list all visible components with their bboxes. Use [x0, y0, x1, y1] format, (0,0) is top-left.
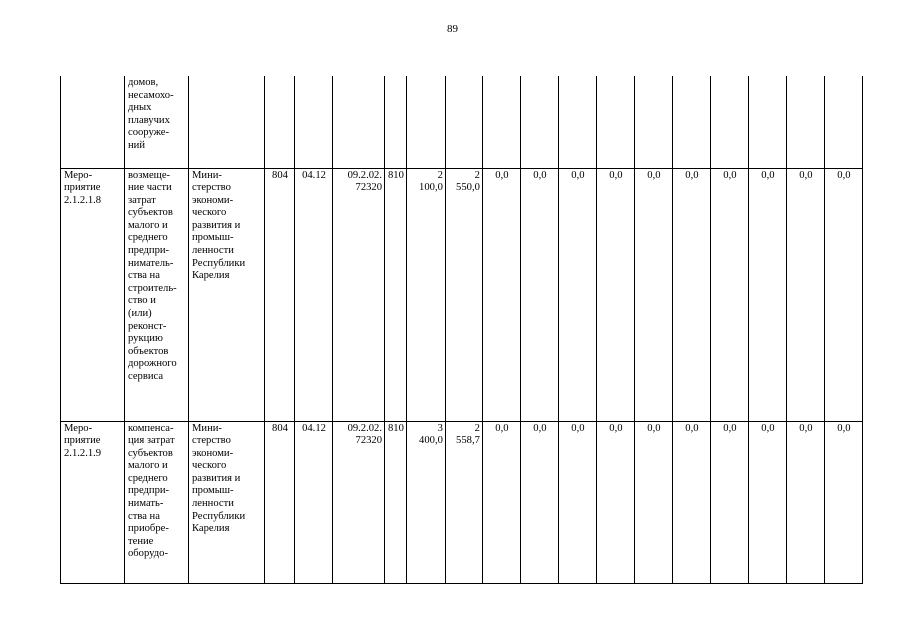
value-cell [786, 76, 824, 168]
name-cell-line: домов, [128, 77, 159, 88]
executor-cell-line: промыш- [192, 232, 234, 244]
value-cell [672, 76, 710, 168]
measure-cell-line: приятие [64, 435, 101, 447]
value-cell: 0,0 [520, 168, 558, 421]
rzpr-cell: 04.12 [295, 421, 333, 583]
value-cell [482, 76, 520, 168]
name-cell-line: реконст- [128, 320, 167, 332]
value-1-cell-line: 100,0 [419, 182, 443, 194]
executor-cell-line: Республики [192, 510, 246, 522]
name-cell-line: ние части [128, 182, 172, 194]
csr-cell [333, 421, 385, 583]
name-cell [125, 76, 189, 168]
budget-table [60, 76, 863, 584]
name-cell-line: приобре- [128, 523, 169, 535]
executor-cell-line: ленности [192, 498, 234, 510]
name-cell-line: плавучих [128, 114, 170, 126]
value-cell: 0,0 [672, 168, 710, 421]
name-cell-line: дорожного [128, 358, 177, 370]
name-cell-line: тение [128, 535, 154, 547]
executor-cell [189, 421, 265, 583]
grbs-cell: 804 [265, 168, 295, 421]
name-cell-line: оборудо- [128, 548, 168, 560]
name-cell-line: малого и [128, 219, 168, 231]
value-cell: 0,0 [596, 168, 634, 421]
value-cell: 0,0 [558, 421, 596, 583]
executor-cell-line: промыш- [192, 485, 234, 497]
value-2-cell [445, 421, 482, 583]
name-cell-line: предпри- [128, 245, 170, 257]
name-cell-line: дных [128, 102, 152, 114]
name-cell-line: ниматель- [128, 257, 174, 269]
executor-cell-line: стерство [192, 435, 231, 447]
executor-cell [189, 76, 265, 168]
executor-cell-line: Мини- [192, 422, 222, 434]
measure-cell-line: Меро- [64, 169, 93, 181]
value-cell: 0,0 [824, 421, 862, 583]
executor-cell-line: Карелия [192, 270, 230, 282]
name-cell [125, 168, 189, 421]
executor-cell-line: Республики [192, 257, 246, 269]
executor-cell-line: Мини- [192, 169, 222, 181]
name-cell-line: среднего [128, 472, 168, 484]
executor-cell-line: стерство [192, 182, 231, 194]
name-cell-line: сервиса [128, 371, 164, 382]
name-cell-line: рукцию [128, 333, 163, 345]
measure-cell-line: 2.1.2.1.8 [64, 194, 102, 206]
value-2-cell-line: 550,0 [456, 182, 480, 194]
name-cell-line: ства на [128, 510, 160, 522]
csr-cell [333, 168, 385, 421]
value-cell: 0,0 [520, 421, 558, 583]
page-number: 89 [447, 23, 458, 35]
measure-cell-line: Меро- [64, 422, 93, 434]
csr-cell [333, 76, 385, 168]
name-cell-line: субъектов [128, 207, 173, 219]
measure-cell [61, 421, 125, 583]
value-1-cell [406, 76, 445, 168]
vr-cell [385, 76, 407, 168]
executor-cell-line: ленности [192, 245, 234, 257]
value-2-cell-line: 2 [474, 422, 480, 434]
name-cell-line: ства на [128, 270, 160, 282]
executor-cell [189, 168, 265, 421]
executor-cell-line: Карелия [192, 523, 230, 535]
executor-cell-line: ческого [192, 207, 227, 219]
csr-cell-line: 09.2.02. [347, 422, 382, 434]
value-cell [596, 76, 634, 168]
name-cell-line: ний [128, 139, 146, 151]
value-cell: 0,0 [634, 421, 672, 583]
table-row-measure-2-1-2-1-9 [61, 421, 863, 583]
name-cell-line: возмеще- [128, 169, 171, 181]
rzpr-cell [295, 76, 333, 168]
value-1-cell-line: 3 [437, 422, 443, 434]
value-cell [748, 76, 786, 168]
value-cell: 0,0 [748, 168, 786, 421]
value-cell [824, 76, 862, 168]
name-cell-line: предпри- [128, 485, 170, 497]
value-1-cell [406, 421, 445, 583]
name-cell-line: несамохо- [128, 89, 174, 101]
name-cell-line: строитель- [128, 282, 177, 294]
name-cell-line: нимать- [128, 498, 164, 510]
executor-cell-line: экономи- [192, 194, 234, 206]
value-1-cell-line: 2 [437, 169, 443, 181]
grbs-cell [265, 76, 295, 168]
value-2-cell-line: 558,7 [456, 435, 480, 447]
name-cell-line: компенса- [128, 422, 174, 434]
value-cell: 0,0 [710, 168, 748, 421]
vr-cell: 810 [385, 421, 407, 583]
measure-cell-line: приятие [64, 182, 101, 194]
value-cell: 0,0 [786, 168, 824, 421]
name-cell-line: (или) [128, 308, 152, 320]
value-2-cell-line: 2 [474, 169, 480, 181]
value-cell: 0,0 [824, 168, 862, 421]
name-cell-line: субъектов [128, 447, 173, 459]
vr-cell: 810 [385, 168, 407, 421]
value-2-cell [445, 168, 482, 421]
executor-cell-line: развития и [192, 472, 241, 484]
value-1-cell-line: 400,0 [419, 435, 443, 447]
name-cell-line: малого и [128, 460, 168, 472]
value-cell: 0,0 [558, 168, 596, 421]
value-cell [710, 76, 748, 168]
table-row-continuation [61, 76, 863, 168]
value-cell [634, 76, 672, 168]
name-cell [125, 421, 189, 583]
measure-cell [61, 168, 125, 421]
executor-cell-line: ческого [192, 460, 227, 472]
name-cell-line: ция затрат [128, 435, 175, 447]
value-cell: 0,0 [748, 421, 786, 583]
value-2-cell [445, 76, 482, 168]
value-cell: 0,0 [596, 421, 634, 583]
value-cell: 0,0 [482, 421, 520, 583]
name-cell-line: объектов [128, 345, 169, 357]
value-cell [558, 76, 596, 168]
value-cell: 0,0 [786, 421, 824, 583]
name-cell-line: среднего [128, 232, 168, 244]
name-cell-line: сооруже- [128, 127, 170, 139]
table-row-measure-2-1-2-1-8 [61, 168, 863, 421]
value-cell: 0,0 [710, 421, 748, 583]
csr-cell-line: 72320 [355, 435, 382, 447]
value-cell [520, 76, 558, 168]
value-cell: 0,0 [672, 421, 710, 583]
value-cell: 0,0 [634, 168, 672, 421]
name-cell-line: затрат [128, 194, 156, 206]
name-cell-line: ство и [128, 295, 156, 307]
csr-cell-line: 72320 [355, 182, 382, 194]
rzpr-cell: 04.12 [295, 168, 333, 421]
measure-cell [61, 76, 125, 168]
value-cell: 0,0 [482, 168, 520, 421]
executor-cell-line: развития и [192, 219, 241, 231]
measure-cell-line: 2.1.2.1.9 [64, 447, 102, 459]
grbs-cell: 804 [265, 421, 295, 583]
executor-cell-line: экономи- [192, 447, 234, 459]
csr-cell-line: 09.2.02. [347, 169, 382, 181]
value-1-cell [406, 168, 445, 421]
